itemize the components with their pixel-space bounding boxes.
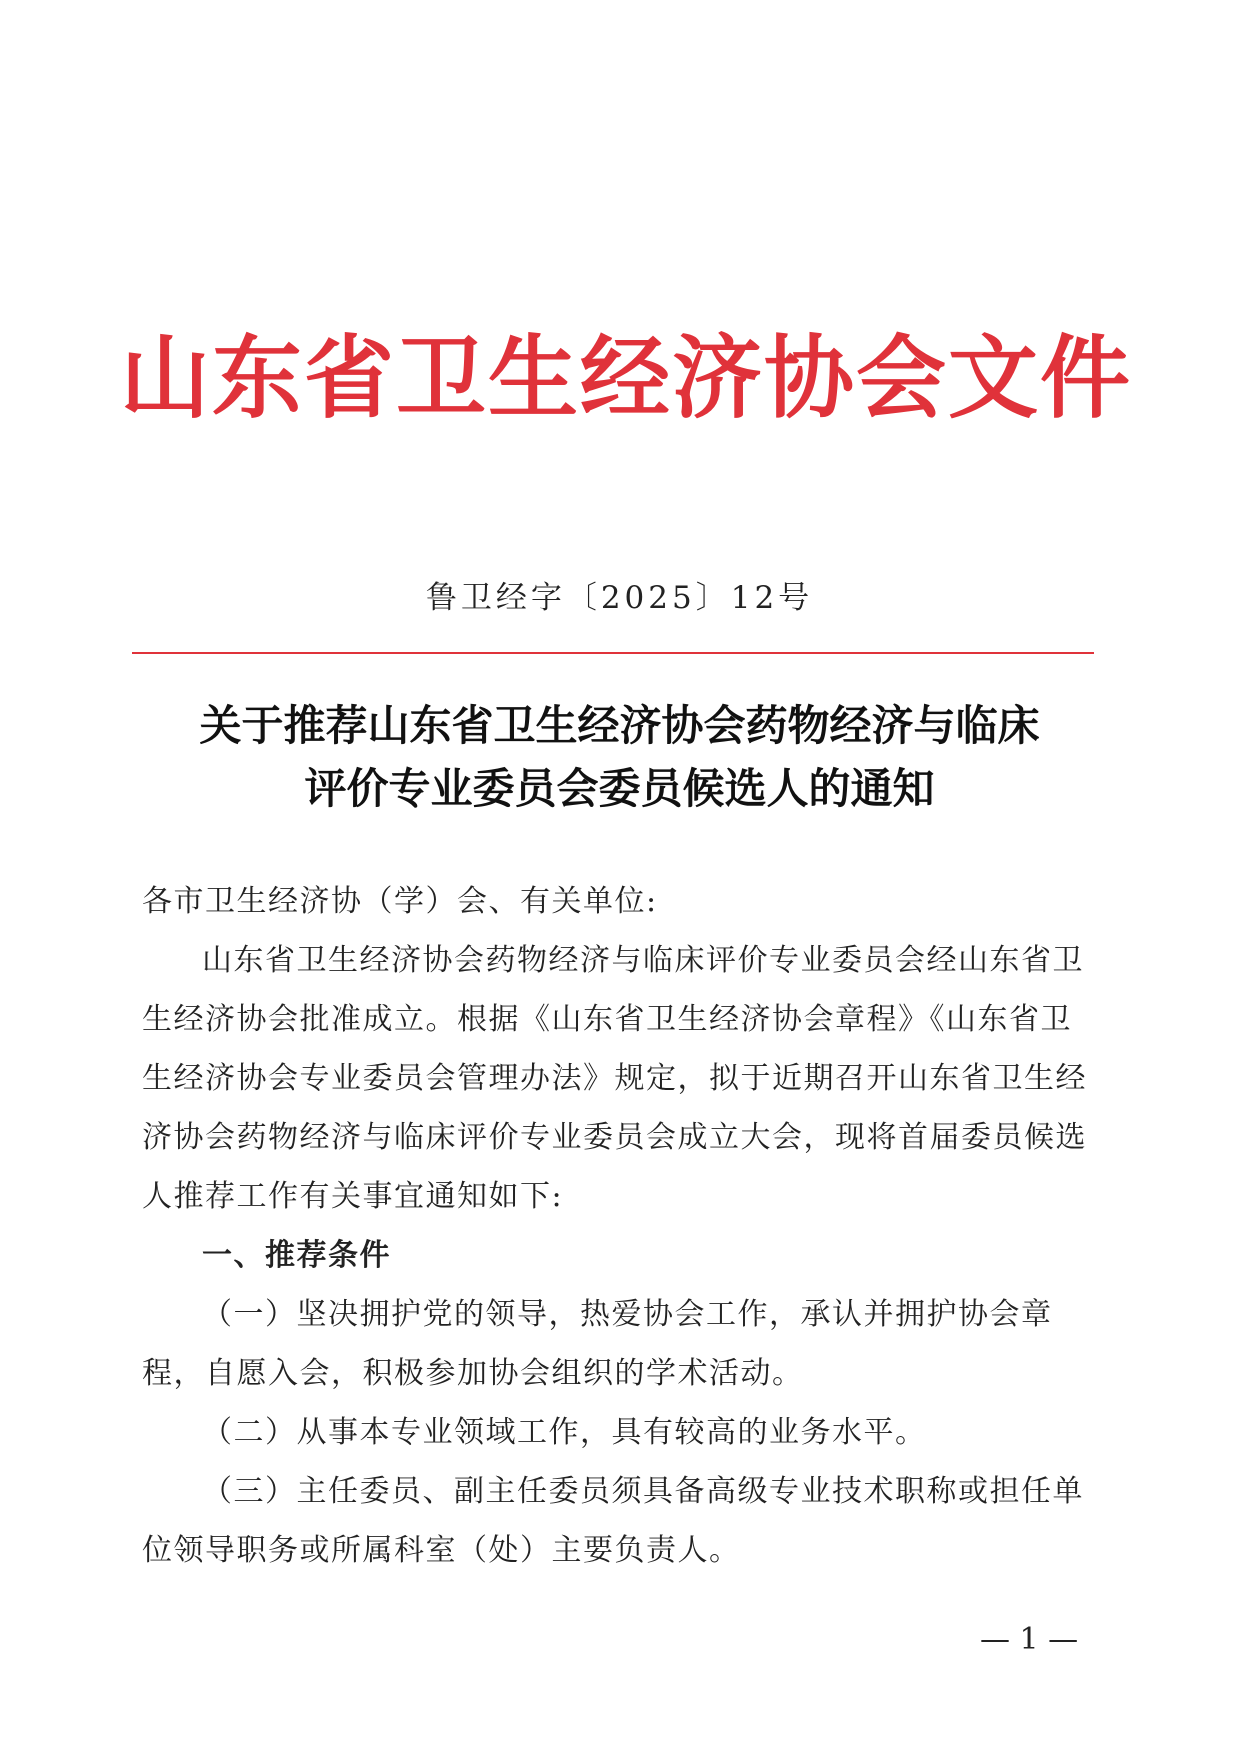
title-line-1: 关于推荐山东省卫生经济协会药物经济与临床 [199,701,1040,750]
red-separator-line [132,652,1094,654]
section-heading-conditions: 一、推荐条件 [202,1238,391,1273]
masthead-title: 山东省卫生经济协会文件 [120,325,1132,431]
notice-title [0,694,1239,820]
page-number: — 1 — [980,1622,1079,1657]
intro-paragraph: 山东省卫生经济协会药物经济与临床评价专业委员会经山东省卫生经济协会批准成立。根据《山东省卫生经济协会章程》《山东省卫生经济协会专业委员会管理办法》规定，拟于近期召开山东省卫生经济协会药物经济与临床评价专业委员会成立大会，现将首届委员候选人推荐工作有关事宜通知如下: [142,943,1087,1214]
title-line-2: 评价专业委员会委员候选人的通知 [304,764,935,813]
notice-body [142,872,1092,1580]
salutation: 各市卫生经济协（学）会、有关单位: [142,884,658,919]
document-number: 鲁卫经字〔2025〕12号 [425,580,814,616]
condition-item-2: （二）从事本专业领域工作，具有较高的业务水平。 [202,1415,927,1450]
condition-item-1: （一）坚决拥护党的领导，热爱协会工作，承认并拥护协会章程，自愿入会，积极参加协会组织的学术活动。 [142,1297,1053,1391]
condition-item-3: （三）主任委员、副主任委员须具备高级专业技术职称或担任单位领导职务或所属科室（处）主要负责人。 [142,1474,1084,1568]
